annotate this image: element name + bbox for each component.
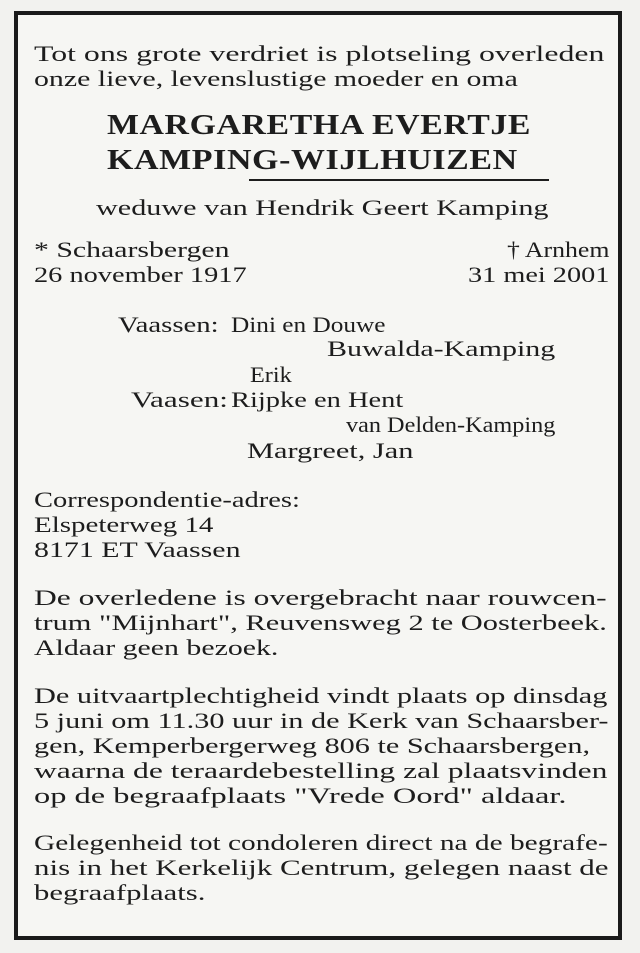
- family-line-2: Buwalda-Kamping: [327, 336, 556, 361]
- paragraph-1-line-1: De overledene is overgebracht naar rouwcen-: [34, 585, 607, 610]
- paragraph-3-line-2: nis in het Kerkelijk Centrum, gelegen naast de: [34, 855, 609, 880]
- paragraph-2-line-4: waarna de teraardebestelling zal plaatsvinden: [34, 758, 608, 783]
- paragraph-2-line-2: 5 juni om 11.30 uur in de Kerk van Schaarsber-: [34, 708, 609, 733]
- death-place: † Arnhem: [507, 237, 610, 262]
- widow-of-line: weduwe van Hendrik Geert Kamping: [96, 195, 549, 220]
- name-underline: [249, 179, 549, 181]
- intro-line-2: onze lieve, levenslustige moeder en oma: [34, 66, 518, 91]
- obituary-notice: [14, 11, 622, 940]
- family-place-2: Vaasen:: [131, 387, 228, 412]
- paragraph-2-line-3: gen, Kemperbergerweg 806 te Schaarsbergen,: [34, 733, 591, 758]
- birth-place: * Schaarsbergen: [34, 237, 230, 262]
- family-line-6: Margreet, Jan: [247, 438, 414, 463]
- address-city: 8171 ET Vaassen: [34, 537, 241, 562]
- address-label: Correspondentie-adres:: [34, 487, 300, 512]
- paragraph-3-line-3: begraafplaats.: [34, 880, 206, 905]
- family-line-1: Dini en Douwe: [231, 312, 386, 337]
- death-date: 31 mei 2001: [468, 262, 610, 287]
- paragraph-1-line-2: trum "Mijnhart", Reuvensweg 2 te Oosterbeek.: [34, 610, 607, 635]
- birth-date: 26 november 1917: [34, 262, 247, 287]
- paragraph-2-line-5: op de begraafplaats "Vrede Oord" aldaar.: [34, 783, 567, 808]
- deceased-name-line-1: MARGARETHA EVERTJE: [107, 110, 532, 141]
- intro-line-1: Tot ons grote verdriet is plotseling overleden: [34, 41, 605, 66]
- address-street: Elspeterweg 14: [34, 512, 214, 537]
- family-line-4: Rijpke en Hent: [231, 387, 404, 412]
- family-line-5: van Delden-Kamping: [346, 412, 556, 437]
- family-line-3: Erik: [250, 362, 292, 387]
- paragraph-1-line-3: Aldaar geen bezoek.: [34, 635, 279, 660]
- family-place-1: Vaassen:: [118, 312, 219, 337]
- deceased-name-line-2: KAMPING-WIJLHUIZEN: [107, 145, 518, 176]
- paragraph-3-line-1: Gelegenheid tot condoleren direct na de begrafe-: [34, 830, 608, 855]
- paragraph-2-line-1: De uitvaartplechtigheid vindt plaats op dinsdag: [34, 683, 608, 708]
